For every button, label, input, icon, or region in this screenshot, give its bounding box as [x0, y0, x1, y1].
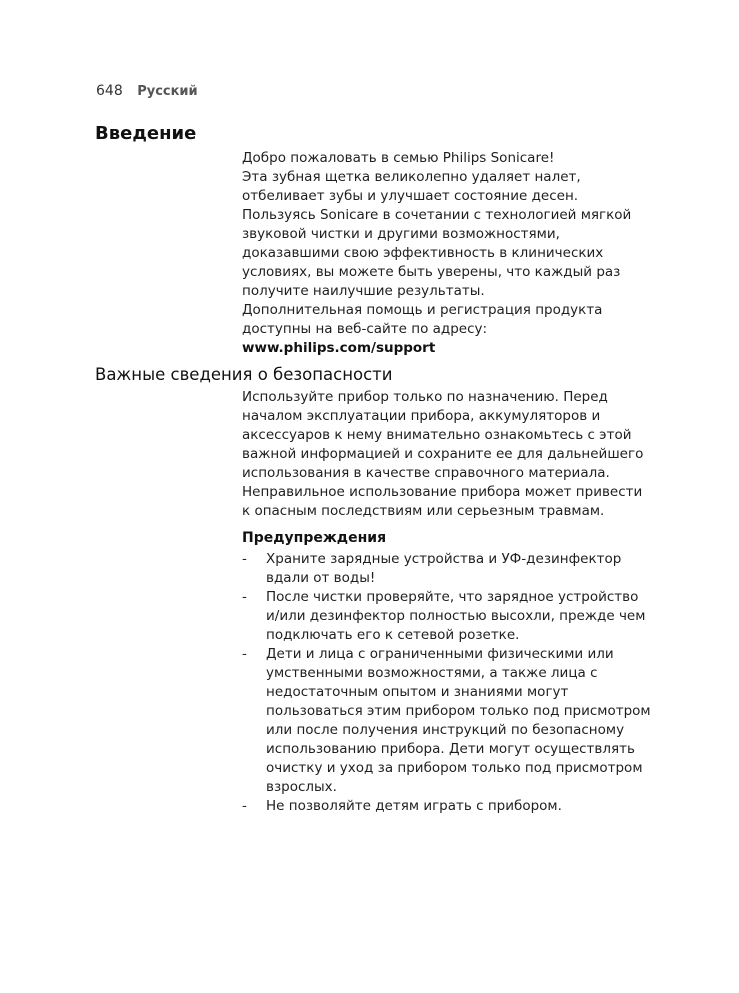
intro-paragraph: Эта зубная щетка великолепно удаляет налет, отбеливает зубы и улучшает состояние десен. — [242, 169, 581, 204]
intro-heading: Введение — [95, 123, 197, 144]
intro-section — [242, 149, 652, 358]
warning-text: Не позволяйте детям играть с прибором. — [266, 798, 562, 814]
warning-item — [242, 588, 652, 645]
bullet-dash: - — [242, 589, 247, 605]
bullet-dash: - — [242, 798, 247, 814]
bullet-dash: - — [242, 646, 247, 662]
intro-paragraph: Добро пожаловать в семью Philips Sonicare! — [242, 150, 555, 166]
support-link[interactable]: www.philips.com/support — [242, 340, 436, 356]
warnings-heading: Предупреждения — [242, 530, 387, 546]
intro-paragraph: Дополнительная помощь и регистрация продукта доступны на веб-сайте по адресу: — [242, 302, 603, 337]
safety-paragraph: Используйте прибор только по назначению. Перед началом эксплуатации прибора, аккумуляторов и аксессуаров к нему внимательно ознакомьтесь с этой важной информацией и сохраните ее для дальнейшего использования в качестве справочного материала. Неправильное использование прибора может привести к опасным последствиям или серьезным травмам. — [242, 389, 644, 519]
intro-paragraph: Пользуясь Sonicare в сочетании с технологией мягкой звуковой чистки и другими возможностями, доказавшими свою эффективность в клинических условиях, вы можете быть уверены, что каждый раз получите наилучшие результаты. — [242, 207, 632, 299]
warning-item — [242, 797, 652, 816]
warnings-list — [242, 550, 652, 816]
page-header — [96, 82, 198, 101]
warning-item — [242, 550, 652, 588]
warning-text: Храните зарядные устройства и УФ-дезинфектор вдали от воды! — [266, 551, 622, 586]
page-language: Русский — [137, 84, 198, 99]
safety-heading: Важные сведения о безопасности — [95, 365, 393, 384]
bullet-dash: - — [242, 551, 247, 567]
warning-text: После чистки проверяйте, что зарядное устройство и/или дезинфектор полностью высохли, прежде чем подключать его к сетевой розетке. — [266, 589, 646, 643]
page-number: 648 — [96, 83, 123, 99]
warning-text: Дети и лица с ограниченными физическими или умственными возможностями, а также лица с недостаточным опытом и знаниями могут пользоваться этим прибором только под присмотром или после получения инструкций по безопасному использованию прибора. Дети могут осуществлять очистку и уход за прибором только под присмотром взрослых. — [266, 646, 651, 795]
warning-item — [242, 645, 652, 797]
safety-section — [242, 388, 652, 816]
